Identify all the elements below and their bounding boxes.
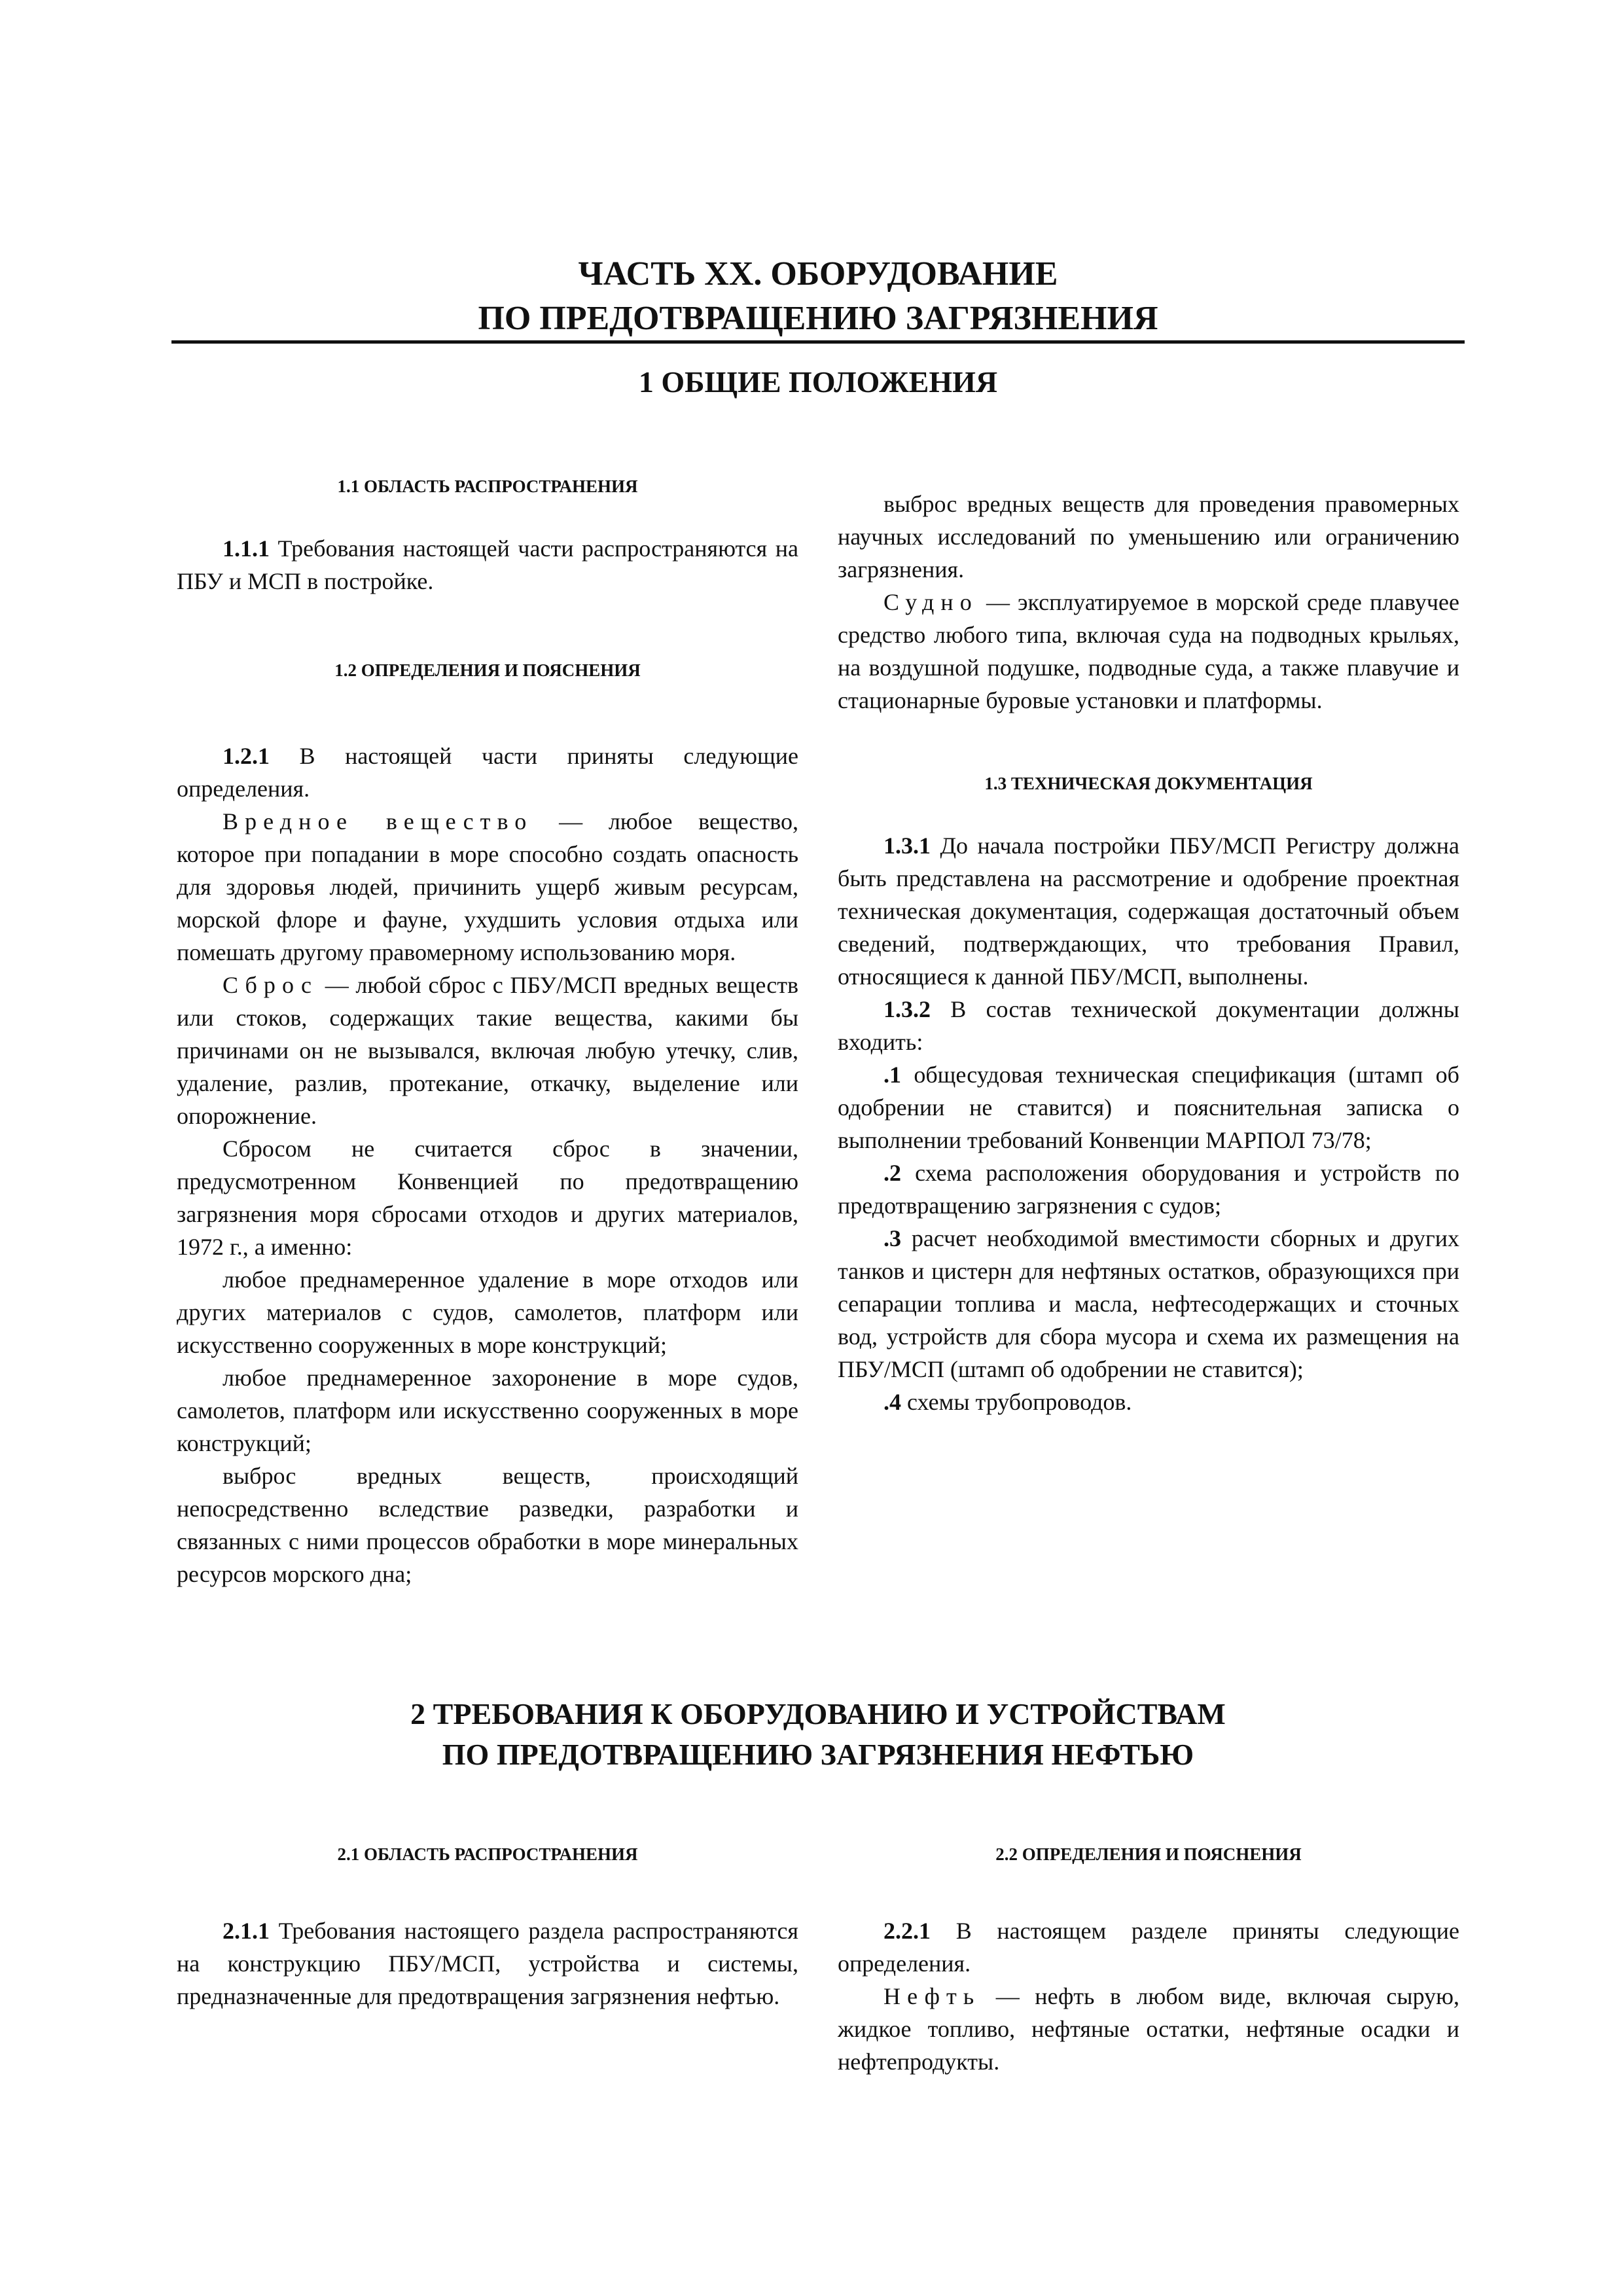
definition-discharge — [177, 969, 798, 1132]
item-number: .2 — [883, 1160, 901, 1186]
item-number: .1 — [883, 1062, 901, 1088]
heading-2-2: 2.2 ОПРЕДЕЛЕНИЯ И ПОЯСНЕНИЯ — [995, 1844, 1302, 1864]
section2-title-line2: ПО ПРЕДОТВРАЩЕНИЮ ЗАГРЯЗНЕНИЯ НЕФТЬЮ — [442, 1738, 1194, 1771]
clause-number: 1.3.2 — [883, 996, 931, 1022]
heading-1-3: 1.3 ТЕХНИЧЕСКАЯ ДОКУМЕНТАЦИЯ — [984, 774, 1313, 793]
heading-1-2: 1.2 ОПРЕДЕЛЕНИЯ И ПОЯСНЕНИЯ — [334, 660, 641, 680]
part-title-line2: ПО ПРЕДОТВРАЩЕНИЮ ЗАГРЯЗНЕНИЯ — [478, 300, 1158, 337]
doc-item-3 — [838, 1222, 1459, 1386]
section2-left-column — [177, 1841, 798, 2013]
clause-text: Требования настоящего раздела распространяются на конструкцию ПБУ/МСП, устройства и системы, предназначенные для предотвращения загрязнения нефтью. — [177, 1918, 798, 2009]
clause-text: До начала постройки ПБУ/МСП Регистру должна быть представлена на рассмотрение и одобрение проектная техническая документация, содержащая достаточный объем сведений, подтверждающих, что требования Правил, относящиеся к данной ПБУ/МСП, выполнены. — [838, 833, 1459, 990]
clause-number: 1.1.1 — [223, 535, 270, 562]
section1-left-column — [177, 473, 798, 1590]
clause-number: 2.1.1 — [223, 1918, 270, 1944]
clause-number: 1.2.1 — [223, 743, 270, 769]
paragraph-2-2-1 — [838, 1914, 1459, 1980]
item-number: .3 — [883, 1225, 901, 1251]
paragraph-1-3-2 — [838, 993, 1459, 1058]
doc-item-1 — [838, 1058, 1459, 1157]
part-title-line1: ЧАСТЬ XX. ОБОРУДОВАНИЕ — [578, 255, 1058, 293]
item-number: .4 — [883, 1389, 901, 1415]
part-title — [170, 252, 1466, 341]
clause-text: Требования настоящей части распространяются на ПБУ и МСП в постройке. — [177, 535, 798, 594]
definition-ship — [838, 586, 1459, 717]
definition-text: — нефть в любом виде, включая сырую, жидкое топливо, нефтяные остатки, нефтяные осадки и нефтепродукты. — [838, 1983, 1459, 2075]
term-ship: Судно — [883, 589, 978, 615]
clause-text: В состав технической документации должны входить: — [838, 996, 1459, 1055]
term-discharge: Сброс — [223, 972, 319, 998]
definition-harmful-substance — [177, 805, 798, 969]
section2-title — [170, 1694, 1466, 1775]
list-item-release-research: выброс вредных веществ для проведения правомерных научных исследований по уменьшению или ограничению загрязнения. — [838, 491, 1459, 583]
clause-text: В настоящей части приняты следующие определения. — [177, 743, 798, 802]
term-harmful-substance: Вредное вещество — [223, 808, 533, 834]
paragraph-2-1-1 — [177, 1914, 798, 2013]
definition-text: — эксплуатируемое в морской среде плавучее средство любого типа, включая суда на подводных крыльях, на воздушной подушке, подводные суда, а также плавучие и стационарные буровые установки и платформы. — [838, 589, 1459, 713]
item-text: расчет необходимой вместимости сборных и других танков и цистерн для нефтяных остатков, образующихся при сепарации топлива и масла, нефтесодержащих и сточных вод, устройств для сбора мусора и схема их размещения на ПБУ/МСП (штамп об одобрении не ставится); — [838, 1225, 1459, 1382]
clause-number: 2.2.1 — [883, 1918, 931, 1944]
term-oil: Нефть — [883, 1983, 981, 2009]
heading-2-1: 2.1 ОБЛАСТЬ РАСПРОСТРАНЕНИЯ — [337, 1844, 638, 1864]
clause-text: В настоящем разделе приняты следующие определения. — [838, 1918, 1459, 1977]
item-text: схема расположения оборудования и устройств по предотвращению загрязнения с судов; — [838, 1160, 1459, 1219]
paragraph-1-3-1 — [838, 829, 1459, 993]
item-text: общесудовая техническая спецификация (штамп об одобрении не ставится) и пояснительная записка о выполнении требований Конвенции МАРПОЛ 73/78; — [838, 1062, 1459, 1153]
doc-item-2 — [838, 1157, 1459, 1222]
title-rule — [171, 340, 1465, 344]
list-item-disposal: любое преднамеренное удаление в море отходов или других материалов с судов, самолетов, платформ или искусственно сооруженных в море конструкций; — [177, 1266, 798, 1358]
heading-1-1: 1.1 ОБЛАСТЬ РАСПРОСТРАНЕНИЯ — [337, 476, 638, 496]
clause-number: 1.3.1 — [883, 833, 931, 859]
definition-oil — [838, 1980, 1459, 2078]
list-item-burial: любое преднамеренное захоронение в море судов, самолетов, платформ или искусственно сооруженных в море конструкций; — [177, 1365, 798, 1456]
definition-text: — любой сброс с ПБУ/МСП вредных веществ или стоков, содержащих такие вещества, какими бы причинами он не вызывался, включая любую утечку, слив, удаление, разлив, протекание, откачку, выделение или опорожнение. — [177, 972, 798, 1129]
section2-right-column — [838, 1841, 1459, 2078]
list-item-release-exploration: выброс вредных веществ, происходящий непосредственно вследствие разведки, разработки и связанных с ними процессов обработки в море минеральных ресурсов морского дна; — [177, 1463, 798, 1587]
paragraph-not-discharge: Сбросом не считается сброс в значении, предусмотренном Конвенцией по предотвращению загрязнения моря сбросами отходов и других материалов, 1972 г., а именно: — [177, 1136, 798, 1260]
section1-right-column — [838, 488, 1459, 1418]
doc-item-4 — [838, 1386, 1459, 1418]
paragraph-1-2-1 — [177, 740, 798, 805]
section2-title-line1: 2 ТРЕБОВАНИЯ К ОБОРУДОВАНИЮ И УСТРОЙСТВАМ — [410, 1697, 1226, 1731]
definition-text: — любое вещество, которое при попадании в море способно создать опасность для здоровья людей, причинить ущерб живым ресурсам, морской флоре и фауне, ухудшить условия отдыха или помешать другому правомерному использованию моря. — [177, 808, 798, 965]
section1-title: 1 ОБЩИЕ ПОЛОЖЕНИЯ — [638, 365, 998, 399]
item-text: схемы трубопроводов. — [901, 1389, 1132, 1415]
paragraph-1-1-1 — [177, 532, 798, 598]
